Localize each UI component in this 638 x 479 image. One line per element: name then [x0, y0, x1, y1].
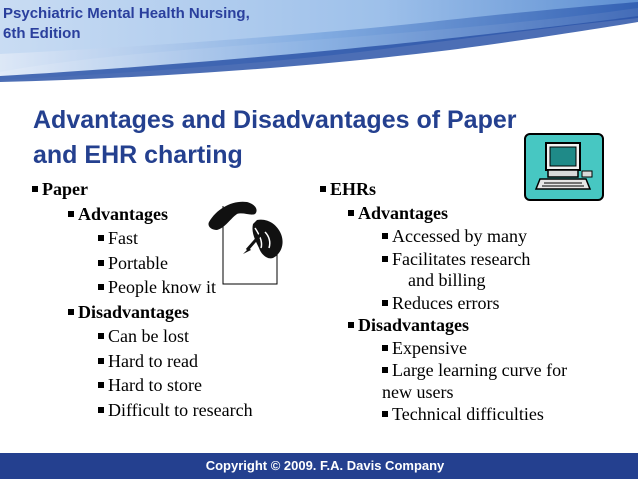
book-title-line-2: 6th Edition — [3, 25, 81, 42]
list-item: Can be lost — [98, 326, 253, 348]
paper-disadvantages-heading — [68, 302, 253, 324]
bullet — [382, 367, 388, 373]
bullet — [98, 235, 104, 241]
list-item: Portable — [98, 253, 253, 275]
bullet — [348, 210, 354, 216]
list-item: Technical difficulties — [382, 404, 567, 426]
paper-heading — [32, 179, 253, 201]
ehrs-disadvantages-label: Disadvantages — [358, 315, 470, 335]
bullet — [382, 256, 388, 262]
bullet — [382, 411, 388, 417]
paper-advantages-label: Advantages — [78, 203, 169, 224]
bullet — [382, 300, 388, 306]
paper-list — [32, 179, 253, 421]
paper-disadvantages-label: Disadvantages — [78, 301, 190, 322]
bullet — [98, 284, 104, 290]
list-item: Reduces errors — [382, 293, 567, 315]
bullet — [98, 358, 104, 364]
list-item: Accessed by many — [382, 226, 567, 248]
bullet — [320, 186, 326, 192]
bullet — [98, 260, 104, 266]
list-item: Large learning curve for — [382, 360, 567, 382]
bullet — [32, 186, 38, 192]
bullet — [98, 333, 104, 339]
bullet — [68, 309, 74, 315]
slide-title-line-2: and EHR charting — [33, 141, 243, 169]
list-item: Hard to store — [98, 375, 253, 397]
list-item: People know it — [98, 277, 253, 299]
bullet — [348, 322, 354, 328]
list-item: Difficult to research — [98, 400, 253, 422]
bullet — [382, 345, 388, 351]
paper-advantages-heading — [68, 204, 253, 226]
bullet — [98, 382, 104, 388]
bullet — [98, 407, 104, 413]
paper-heading-label: Paper — [42, 179, 88, 199]
slide-title — [33, 103, 603, 173]
list-item: Fast — [98, 228, 253, 250]
list-item-continuation: new users — [382, 381, 454, 402]
ehrs-heading-label: EHRs — [330, 179, 377, 199]
slide-title-line-1: Advantages and Disadvantages of Paper — [33, 106, 517, 134]
list-item: Facilitates research — [382, 249, 567, 271]
ehrs-advantages-heading — [348, 203, 567, 225]
ehrs-advantages-label: Advantages — [358, 202, 449, 223]
list-item-continuation: and billing — [408, 270, 486, 290]
ehrs-disadvantages-heading — [348, 315, 567, 337]
bullet — [382, 233, 388, 239]
ehrs-list — [320, 179, 567, 426]
book-title-line-1: Psychiatric Mental Health Nursing, — [3, 5, 250, 22]
list-item: Hard to read — [98, 351, 253, 373]
list-item: Expensive — [382, 338, 567, 360]
bullet — [68, 211, 74, 217]
book-title — [3, 4, 323, 44]
copyright-text: Copyright © 2009. F.A. Davis Company — [205, 458, 445, 473]
ehrs-heading — [320, 179, 567, 201]
